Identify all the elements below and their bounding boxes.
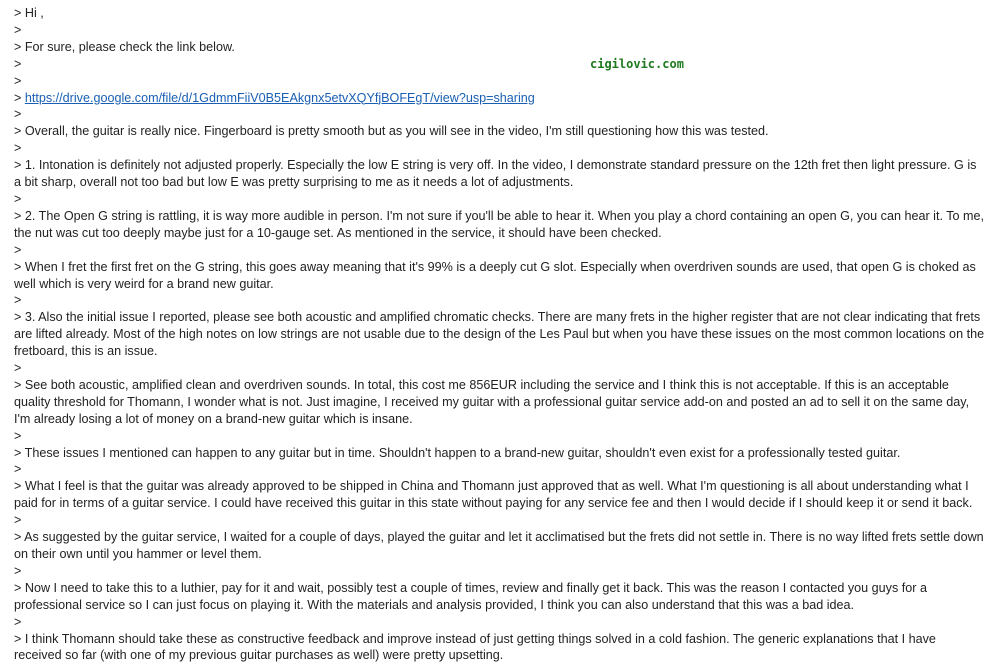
quoted-line: >: [14, 513, 22, 528]
quoted-line: >: [14, 462, 22, 477]
quoted-line: >: [14, 242, 22, 257]
quoted-line: > These issues I mentioned can happen to any guitar but in time. Shouldn't happen to a brand-new guitar, shouldn't even exist for a professionally tested guitar.: [14, 445, 901, 460]
quoted-line: >: [14, 361, 22, 376]
quoted-line: > Now I need to take this to a luthier, pay for it and wait, possibly test a couple of times, review and finally get it back. This was the reason I contacted you guys for a professional service so I can just focus on playing it. With the materials and analysis provided, I think you can also understand that this was a bad idea.: [14, 580, 927, 612]
quoted-line: >: [14, 56, 22, 71]
quoted-line: >: [14, 293, 22, 308]
quoted-line: >: [14, 107, 22, 122]
quoted-link-line: [14, 90, 986, 107]
quoted-line: >: [14, 141, 22, 156]
quoted-line: >: [14, 191, 22, 206]
quoted-line: > See both acoustic, amplified clean and overdriven sounds. In total, this cost me 856EUR including the service and I think this is not acceptable. If this is an acceptable quality threshold for Thomann, I wonder what is not. Just imagine, I received my guitar with a professional guitar service add-on and posted an ad to sell it on the same day, I'm already losing a lot of money on a brand-new guitar which is insane.: [14, 377, 970, 426]
quoted-line: > I think Thomann should take these as constructive feedback and improve instead of just getting things solved in a cold fashion. The generic explanations that I have received so far (with one of my previous guitar purchases as well) were pretty upsetting.: [14, 631, 936, 663]
quoted-line: >: [14, 22, 22, 37]
quoted-line: > Hi ,: [14, 6, 44, 20]
quoted-line: >: [14, 614, 22, 629]
quoted-line: > What I feel is that the guitar was already approved to be shipped in China and Thomann just approved that as well. What I'm questioning is all about understanding what I paid for in terms of a guitar service. I could have received this guitar in this state without paying for any service fee and then I would decide if I should keep it or send it back.: [14, 479, 973, 511]
watermark-text: cigilovic.com: [590, 57, 684, 71]
quoted-line: > 3. Also the initial issue I reported, please see both acoustic and amplified chromatic checks. There are many frets in the higher register that are not clear indicating that frets are lifted already. Most of the high notes on low strings are not usable due to the design of the Les Paul but when you have these issues on the most common locations on the fretboard, this is an issue.: [14, 310, 985, 359]
quoted-line: > When I fret the first fret on the G string, this goes away meaning that it's 99% is a deeply cut G slot. Especially when overdriven sounds are used, that open G is choked as well which is very weird for a brand new guitar.: [14, 259, 976, 291]
quoted-line: >: [14, 428, 22, 443]
quoted-line: > 1. Intonation is definitely not adjusted properly. Especially the low E string is very off. In the video, I demonstrate standard pressure on the 12th fret then light pressure. G is a bit sharp, overall not too bad but low E was pretty surprising to me as it needs a lot of adjustments.: [14, 158, 977, 190]
quote-marker: >: [14, 90, 25, 105]
quoted-line: > As suggested by the guitar service, I waited for a couple of days, played the guitar and let it acclimatised but the frets did not settle in. There is no way lifted frets settle down on their own until you hammer or level them.: [14, 530, 984, 561]
quoted-line: > For sure, please check the link below.: [14, 39, 235, 54]
quoted-line: > 2. The Open G string is rattling, it is way more audible in person. I'm not sure if you'll be able to hear it. When you play a chord containing an open G, you can hear it. To me, the nut was cut too deeply maybe just for a 10-gauge set. As mentioned in the service, it should have been checked.: [14, 208, 985, 240]
quoted-line: >: [14, 73, 22, 88]
email-body: [14, 5, 986, 664]
quoted-line: > Overall, the guitar is really nice. Fingerboard is pretty smooth but as you will see in the video, I'm still questioning how this was tested.: [14, 124, 769, 139]
drive-link[interactable]: https://drive.google.com/file/d/1GdmmFiiV0B5EAkgnx5etvXQYfjBOFEgT/view?usp=sharing: [24, 90, 535, 105]
quoted-line: >: [14, 563, 22, 578]
